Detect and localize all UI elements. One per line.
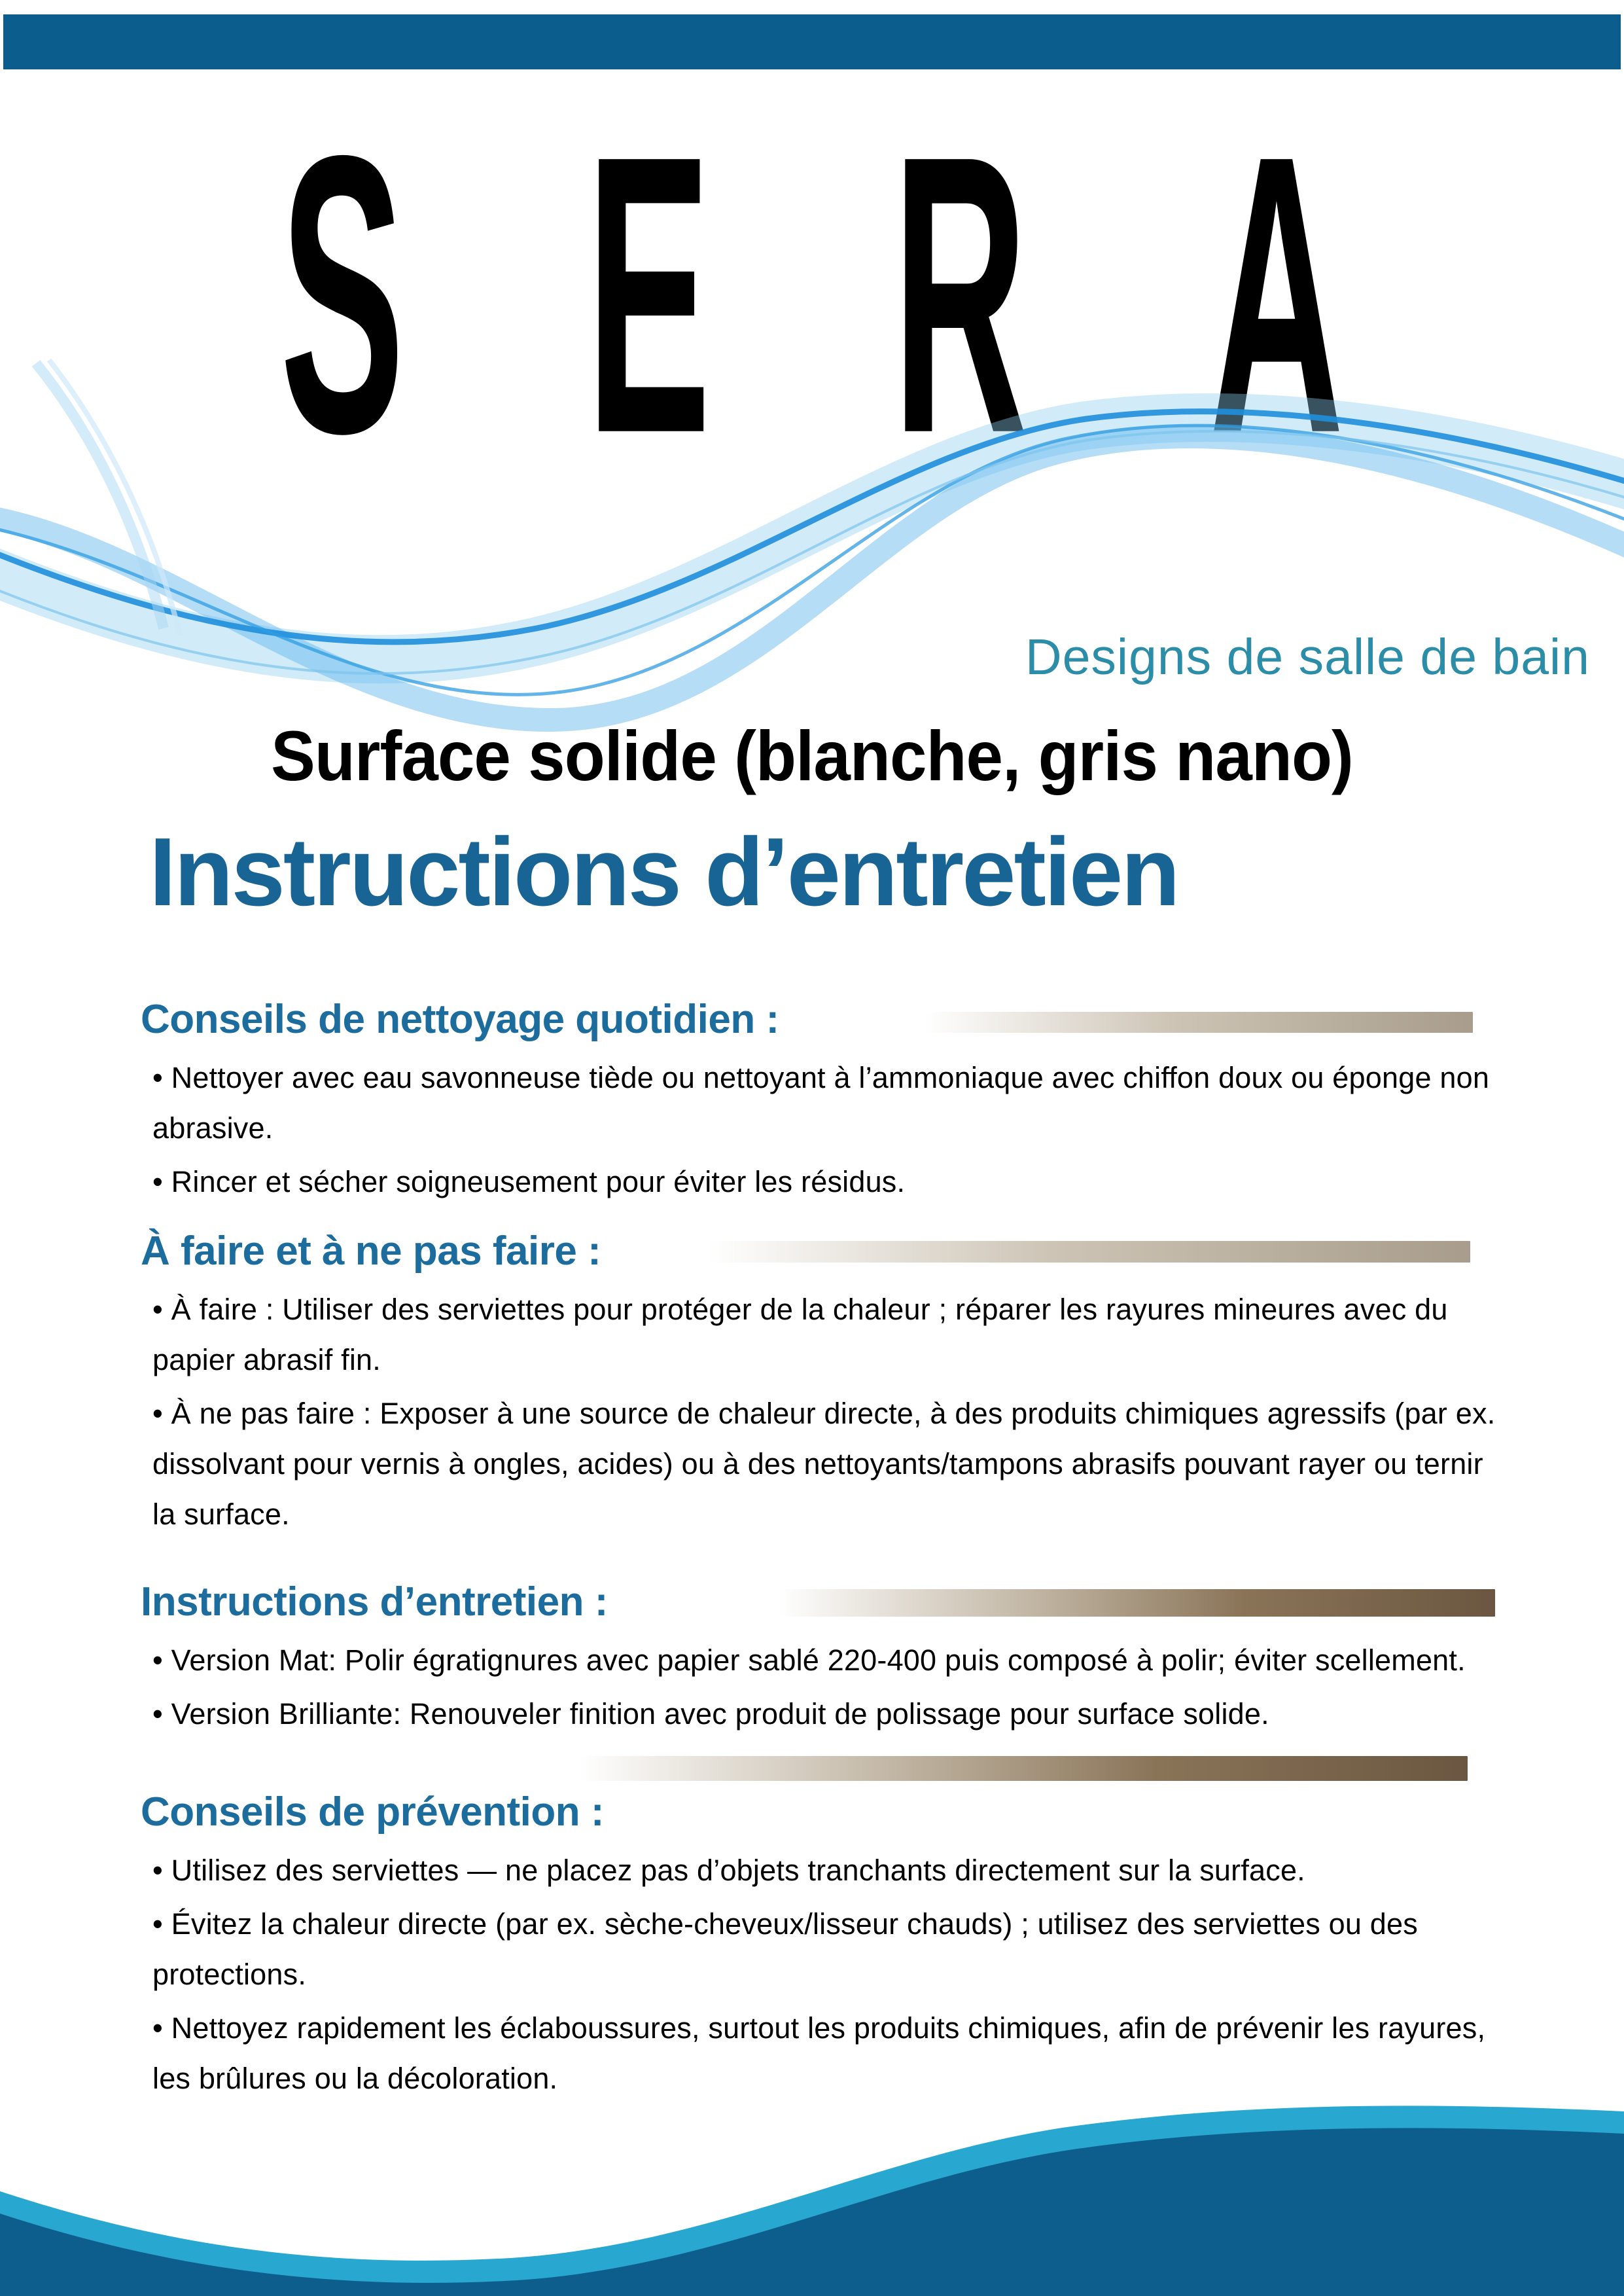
section-heading: À faire et à ne pas faire : — [141, 1229, 601, 1274]
section-heading: Conseils de nettoyage quotidien : — [141, 997, 779, 1042]
bullet-item: • À ne pas faire : Exposer à une source de chaleur directe, à des produits chimiques agressifs (par ex. dissolvant pour vernis à ongles, acides) ou à des nettoyants/tampons abrasifs pouvant rayer ou ternir la surface. — [152, 1388, 1513, 1539]
footer-wave-graphic — [0, 2093, 1624, 2296]
section-heading: Conseils de prévention : — [141, 1789, 605, 1835]
bullet-item: • À faire : Utiliser des serviettes pour protéger de la chaleur ; réparer les rayures mineures avec du papier abrasif fin. — [152, 1284, 1513, 1385]
logo-letter: R — [892, 74, 1028, 516]
section-prevention — [141, 1756, 1513, 2104]
bullet-item: • Nettoyer avec eau savonneuse tiède ou nettoyant à l’ammoniaque avec chiffon doux ou éponge non abrasive. — [152, 1052, 1513, 1153]
product-subtitle: Surface solide (blanche, gris nano) — [271, 716, 1353, 795]
section-heading: Instructions d’entretien : — [141, 1579, 608, 1624]
bullet-item: • Version Mat: Polir égratignures avec papier sablé 220-400 puis composé à polir; éviter scellement. — [152, 1635, 1513, 1685]
logo-letter: S — [280, 74, 405, 516]
page-title: Instructions d’entretien — [149, 818, 1178, 926]
bullet-item: • Rincer et sécher soigneusement pour éviter les résidus. — [152, 1157, 1513, 1207]
bullet-item: • Évitez la chaleur directe (par ex. sèche-cheveux/lisseur chauds) ; utilisez des serviettes ou des protections. — [152, 1899, 1513, 2000]
section-heading-row — [141, 1572, 1513, 1632]
instructions-content — [141, 990, 1513, 2118]
section-maintenance — [141, 1572, 1513, 1739]
logo-letter: A — [1209, 74, 1344, 516]
section-heading-row — [141, 1221, 1513, 1281]
heading-gradient-bar — [579, 1756, 1468, 1781]
bullet-item: • Utilisez des serviettes — ne placez pas d’objets tranchants directement sur la surface. — [152, 1845, 1513, 1895]
section-heading-row — [141, 990, 1513, 1049]
top-accent-bar — [3, 14, 1621, 69]
decorative-wave-graphic — [0, 353, 1624, 746]
bullet-item: • Version Brilliante: Renouveler finition avec produit de polissage pour surface solide. — [152, 1689, 1513, 1739]
brand-tagline: Designs de salle de bain — [1025, 629, 1590, 685]
section-dos-donts — [141, 1221, 1513, 1539]
bullet-item: • Nettoyez rapidement les éclaboussures, surtout les produits chimiques, afin de prévenir les rayures, les brûlures ou la décoloration. — [152, 2003, 1513, 2104]
section-heading-row — [141, 1782, 1513, 1842]
section-daily-cleaning — [141, 990, 1513, 1207]
logo-letter: E — [586, 74, 711, 516]
